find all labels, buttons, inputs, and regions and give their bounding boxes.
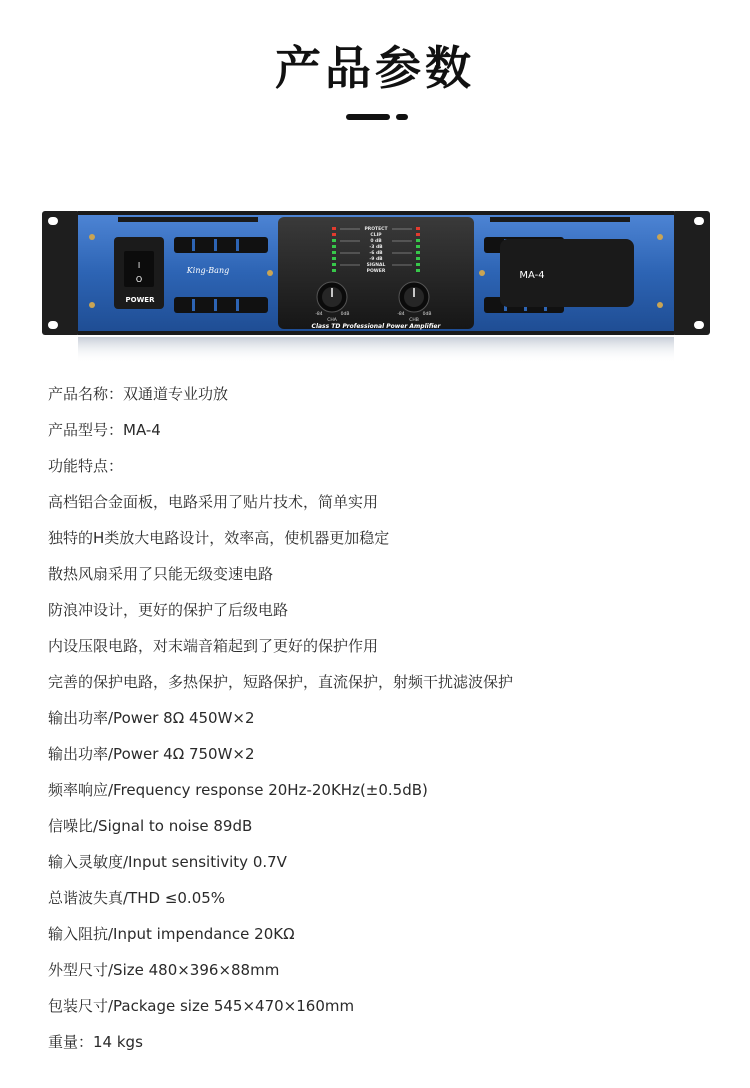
rack-ear-right: [672, 211, 710, 335]
brand-label: King-Bang: [186, 266, 230, 275]
indicator-label: SIGNAL: [366, 263, 386, 268]
power-label: POWER: [125, 296, 155, 304]
knob-chb-label: CHB: [409, 318, 419, 323]
spec-list: [48, 376, 728, 1060]
panel-reflection: [78, 337, 674, 363]
switch-on-label: I: [137, 261, 141, 270]
indicator-label: POWER: [366, 269, 386, 274]
spec-input-sensitivity: 输入灵敏度/Input sensitivity 0.7V: [48, 853, 287, 871]
indicator-label: 0 dB: [370, 239, 382, 244]
indicator-label: -6 dB: [369, 251, 383, 256]
spec-thd: 总谐波失真/THD ≤0.05%: [48, 889, 226, 907]
knob-chb: [399, 282, 429, 312]
indicator-label: CLIP: [370, 233, 382, 238]
spec-feature: 高档铝合金面板，电路采用了贴片技术，简单实用: [48, 493, 379, 511]
spec-feature: 完善的保护电路，多热保护，短路保护，直流保护，射频干扰滤波保护: [48, 673, 514, 691]
amplifier-image: [42, 205, 710, 365]
spec-weight: 重量：14 kgs: [48, 1033, 143, 1051]
spec-model: 产品型号：MA-4: [48, 421, 161, 439]
knob-min-label: -84: [315, 312, 323, 317]
spec-signal-to-noise: 信噪比/Signal to noise 89dB: [48, 817, 253, 835]
underline-short: [396, 114, 408, 120]
spec-frequency-response: 频率响应/Frequency response 20Hz-20KHz(±0.5dB): [48, 781, 428, 799]
indicator-label: PROTECT: [364, 227, 388, 232]
panel-caption: Class TD Professional Power Amplifier: [311, 323, 441, 330]
indicator-label: -3 dB: [369, 245, 383, 250]
spec-package-size: 包装尺寸/Package size 545×470×160mm: [48, 997, 355, 1015]
indicator-label: -9 dB: [369, 257, 383, 262]
spec-feature: 散热风扇采用了只能无级变速电路: [48, 565, 274, 583]
spec-features-heading: 功能特点：: [48, 457, 124, 475]
knob-min-label: -84: [397, 312, 405, 317]
page-title: 产品参数: [275, 41, 475, 95]
spec-power-8ohm: 输出功率/Power 8Ω 450W×2: [48, 709, 255, 727]
spec-feature: 防浪冲设计，更好的保护了后级电路: [48, 601, 289, 619]
knob-max-label: 0dB: [340, 312, 350, 317]
knob-max-label: 0dB: [422, 312, 432, 317]
spec-power-4ohm: 输出功率/Power 4Ω 750W×2: [48, 745, 255, 763]
model-label: MA-4: [519, 270, 545, 281]
knob-cha-label: CHA: [327, 318, 337, 323]
spec-feature: 独特的H类放大电路设计，效率高，使机器更加稳定: [48, 529, 390, 547]
spec-product-name: 产品名称：双通道专业功放: [48, 385, 229, 403]
rack-ear-left: [42, 211, 80, 335]
switch-off-label: O: [135, 275, 143, 284]
knob-cha: [317, 282, 347, 312]
spec-input-impedance: 输入阻抗/Input impendance 20KΩ: [48, 925, 295, 943]
spec-size: 外型尺寸/Size 480×396×88mm: [48, 961, 280, 979]
spec-feature: 内设压限电路，对末端音箱起到了更好的保护作用: [48, 637, 379, 655]
underline-long: [346, 114, 390, 120]
